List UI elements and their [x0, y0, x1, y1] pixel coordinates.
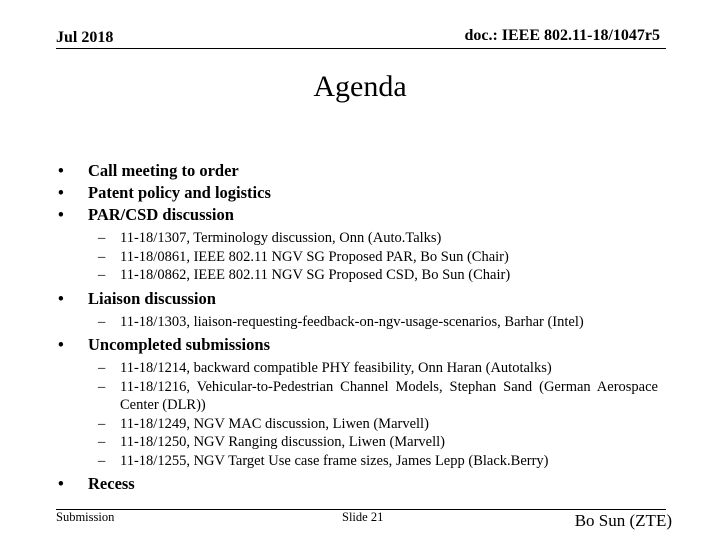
footer-slide-number: Slide 21 [342, 510, 384, 524]
bullet-icon: • [58, 161, 64, 180]
bullet-icon: • [58, 183, 64, 202]
agenda-subitem [98, 378, 658, 415]
agenda-item-label: Call meeting to order [88, 161, 239, 180]
dash-icon: – [98, 313, 106, 330]
agenda-subitem-label: 11-18/0862, IEEE 802.11 NGV SG Proposed CSD, Bo Sun (Chair) [120, 267, 511, 283]
agenda-sublist [98, 359, 658, 470]
bullet-icon: • [58, 474, 64, 493]
agenda-subitem [98, 248, 658, 267]
agenda-subitem [98, 313, 658, 332]
dash-icon: – [98, 360, 106, 376]
agenda-sublist [98, 229, 658, 285]
agenda-item-label: Recess [88, 474, 135, 493]
dash-icon: – [98, 267, 106, 283]
agenda-subitem-label: 11-18/1250, NGV Ranging discussion, Liwen (Marvell) [120, 434, 446, 450]
agenda-item-label: Patent policy and logistics [88, 183, 271, 202]
dash-icon: – [98, 248, 106, 265]
agenda-list [58, 160, 658, 495]
agenda-subitem [98, 433, 658, 452]
agenda-item-label: PAR/CSD discussion [88, 205, 234, 224]
agenda-item [58, 182, 658, 204]
agenda-item-label: Liaison discussion [88, 288, 216, 308]
agenda-subitem [98, 229, 658, 248]
agenda-subitem-label: 11-18/1214, backward compatible PHY feasibility, Onn Haran (Autotalks) [120, 360, 552, 376]
footer-author: Bo Sun (ZTE) [574, 511, 672, 530]
footer-submission: Submission [56, 510, 115, 524]
header-divider [56, 48, 666, 49]
bullet-icon: • [58, 288, 64, 308]
dash-icon: – [98, 415, 106, 432]
agenda-item-label: Uncompleted submissions [88, 335, 270, 354]
dash-icon: – [98, 434, 106, 450]
agenda-item [58, 288, 658, 310]
bullet-icon: • [58, 205, 64, 224]
page-title: Agenda [313, 70, 407, 103]
agenda-subitem [98, 415, 658, 434]
agenda-subitem-label: 11-18/0861, IEEE 802.11 NGV SG Proposed PAR, Bo Sun (Chair) [120, 248, 509, 265]
dash-icon: – [98, 230, 106, 246]
dash-icon: – [98, 378, 106, 395]
agenda-subitem [98, 452, 658, 471]
bullet-icon: • [58, 335, 64, 354]
agenda-item [58, 160, 658, 182]
agenda-subitem-label: 11-18/1307, Terminology discussion, Onn (Auto.Talks) [120, 230, 442, 246]
agenda-subitem-label: 11-18/1255, NGV Target Use case frame sizes, James Lepp (Black.Berry) [120, 452, 549, 469]
agenda-item [58, 334, 658, 356]
agenda-subitem-label: 11-18/1249, NGV MAC discussion, Liwen (Marvell) [120, 415, 429, 432]
agenda-item [58, 204, 658, 226]
dash-icon: – [98, 452, 106, 469]
agenda-subitem [98, 359, 658, 378]
agenda-sublist [98, 313, 658, 332]
agenda-subitem-label: 11-18/1216, Vehicular-to-Pedestrian Channel Models, Stephan Sand (German Aerospace Center (DLR)) [120, 378, 658, 413]
agenda-subitem-label: 11-18/1303, liaison-requesting-feedback-on-ngv-usage-scenarios, Barhar (Intel) [120, 313, 584, 330]
header-doc-id: doc.: IEEE 802.11-18/1047r5 [464, 27, 660, 44]
agenda-item [58, 473, 658, 495]
header-date: Jul 2018 [56, 29, 114, 46]
agenda-subitem [98, 266, 658, 285]
